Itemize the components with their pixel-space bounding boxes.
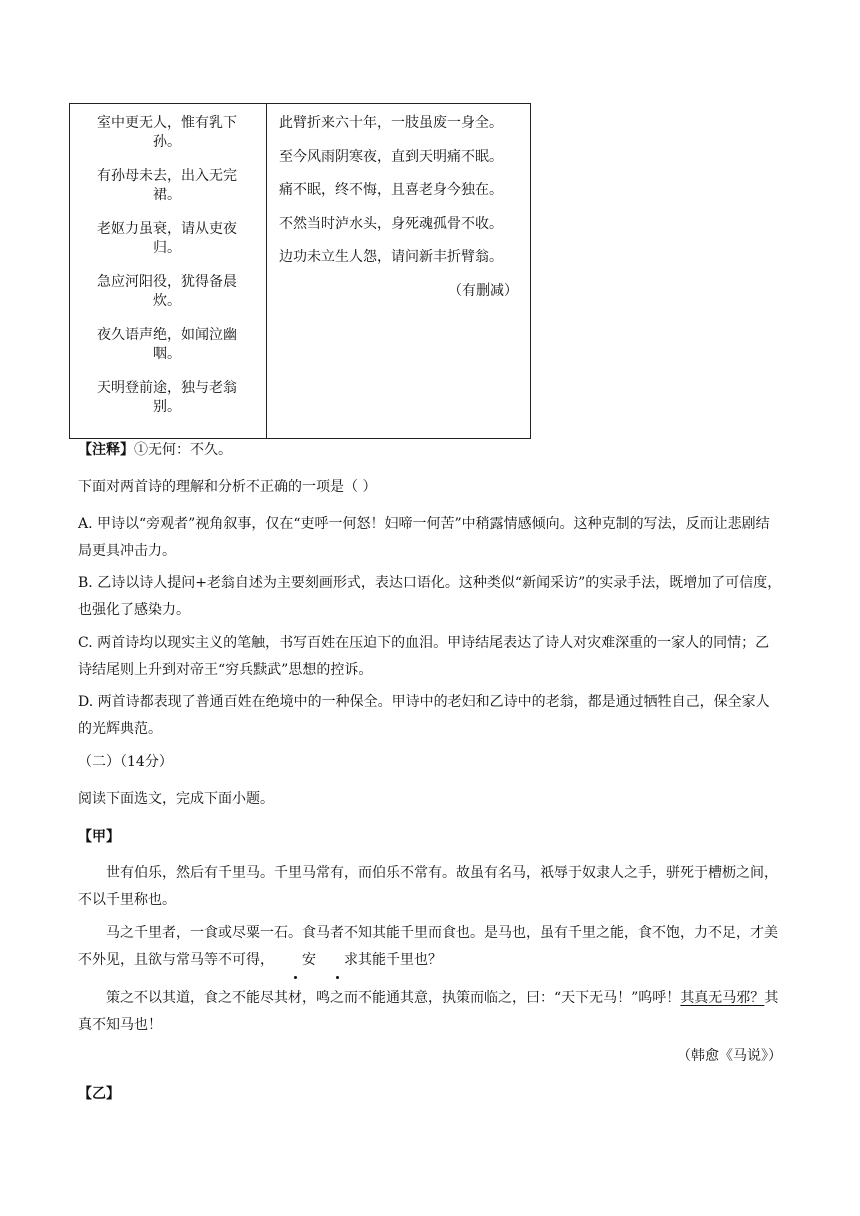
poem-line: 夜久语声绝，如闻泣幽咽。 (97, 327, 237, 362)
section-header: （二）（14分） (78, 754, 173, 770)
option-b: B. 乙诗以诗人提问+老翁自述为主要刻画形式，表达口语化。这种类似“新闻采访”的实录手法，既增加了可信度，也强化了感染力。 (78, 575, 782, 618)
passage-paragraph-2 (78, 920, 782, 974)
annotation-label: 【注释】 (78, 442, 134, 458)
option-a: A. 甲诗以“旁观者”视角叙事，仅在“吏呼一何怒！妇啼一何苦”中稍露情感倾向。这种克制的写法，反而让悲剧结局更具冲击力。 (78, 516, 770, 559)
poem-comparison-table (69, 103, 531, 439)
abridged-note: （有删减） (448, 282, 518, 299)
poem-yi-column (267, 104, 530, 438)
poem-line: 痛不眠，终不悔，且喜老身今独在。 (279, 182, 503, 198)
paragraph-text: 策之不以其道，食之不能尽其材，鸣之而不能通其意，执策而临之，曰：“天下无马！”呜呼！ (106, 990, 681, 1006)
poem-line: 室中更无人，惟有乳下孙。 (97, 115, 237, 150)
poem-line: 此臂折来六十年，一肢虽废一身全。 (279, 115, 503, 131)
paragraph-text: 其能千里也？ (358, 952, 442, 968)
annotation (78, 437, 782, 464)
poem-line: 边功未立生人怨，请问新丰折臂翁。 (279, 249, 503, 265)
poem-line: 急应河阳役，犹得备晨炊。 (97, 274, 237, 309)
option-c: C. 两首诗均以现实主义的笔触，书写百姓在压迫下的血泪。甲诗结尾表达了诗人对灾难深重的一家人的同情；乙诗结尾则上升到对帝王“穷兵黩武”思想的控诉。 (78, 635, 770, 678)
poem-line: 至今风雨阴寒夜，直到天明痛不眠。 (279, 148, 503, 165)
reading-instruction: 阅读下面选文，完成下面小题。 (78, 791, 274, 807)
poem-line: 有孙母未去，出入无完裙。 (97, 168, 237, 203)
question-stem: 下面对两首诗的理解和分析不正确的一项是（ ） (78, 479, 377, 495)
passage-source: （韩愈《马说》） (677, 1048, 782, 1064)
poem-line: 不然当时泸水头，身死魂孤骨不收。 (279, 215, 503, 232)
dotted-character: 求 (316, 947, 358, 974)
passage-yi-label: 【乙】 (78, 1086, 120, 1102)
underlined-sentence: 其真无马邪？ (680, 990, 765, 1006)
passage-paragraph-3 (78, 985, 782, 1039)
poem-jia-column (70, 104, 267, 438)
option-d: D. 两首诗都表现了普通百姓在绝境中的一种保全。甲诗中的老妇和乙诗中的老翁，都是通过牺牲自己，保全家人的光辉典范。 (78, 694, 770, 737)
paragraph-text: 马之千里者，一食或尽粟一石。食马者不知其能千里而食也。是马也，虽有千里之能，食不饱，力不足，才美不外见，且欲与常马等不可得， (78, 925, 778, 968)
poem-line: 老妪力虽衰，请从吏夜归。 (97, 221, 237, 256)
paragraph-text: 其真不知马也！ (78, 990, 779, 1033)
dotted-character: 安 (274, 947, 316, 974)
annotation-text: ①无何：不久。 (134, 442, 232, 458)
poem-line: 天明登前途，独与老翁别。 (97, 380, 237, 415)
passage-paragraph-1: 世有伯乐，然后有千里马。千里马常有，而伯乐不常有。故虽有名马，祇辱于奴隶人之手，骈死于槽枥之间，不以千里称也。 (78, 865, 778, 908)
passage-jia-label: 【甲】 (78, 829, 120, 845)
